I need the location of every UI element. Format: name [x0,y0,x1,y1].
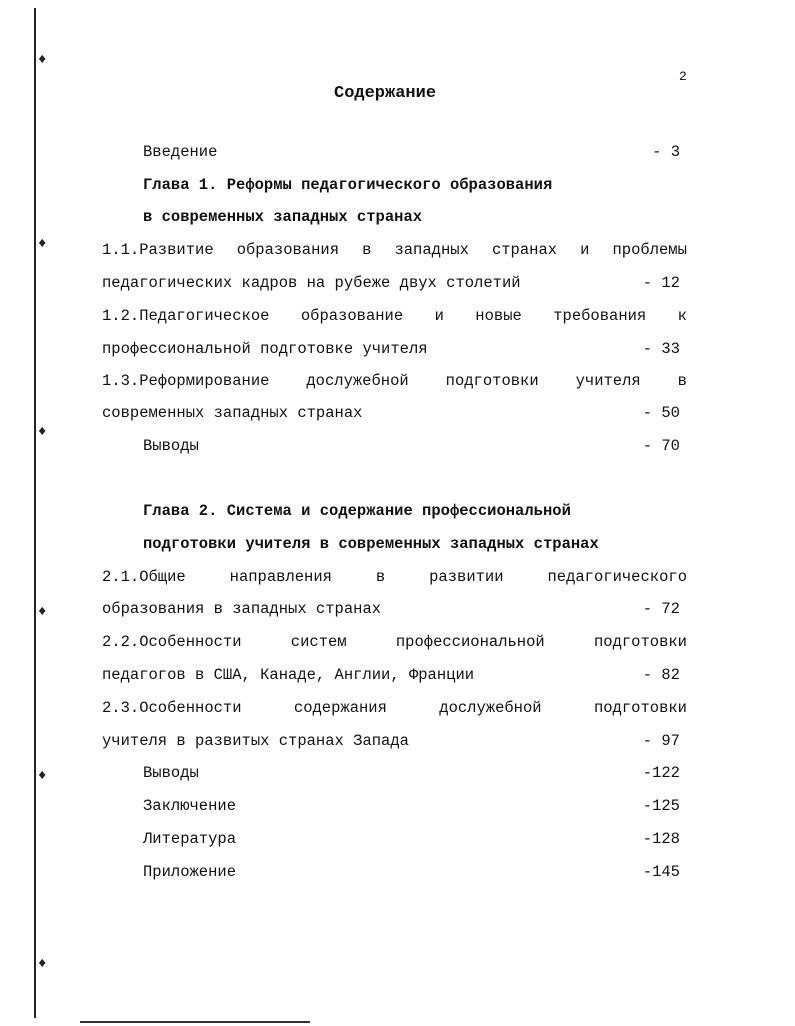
word: 1.2.Педагогическое [102,307,270,325]
toc-section-2-3-line2: учителя в развитых странах Запада [102,732,409,750]
word: направления [229,568,332,586]
toc-section-2-1-page: - 72 [642,600,680,618]
word: образования [236,241,340,259]
word: и [434,307,444,325]
word: странах [491,241,558,259]
toc-section-1-3-line1 [102,370,687,392]
toc-section-2-3-page: - 97 [642,732,680,750]
toc-section-2-2-page: - 82 [642,666,680,684]
toc-section-2-1-line2: образования в западных странах [102,600,382,618]
toc-section-1-3-page: - 50 [642,404,680,422]
binding-mark-icon: ♦ [38,768,47,784]
word: к [677,307,687,325]
word: содержания [293,699,387,717]
toc-intro-label: Введение [143,143,218,161]
word: подготовки [445,372,539,390]
chapter1-heading-line1: Глава 1. Реформы педагогического образования [143,176,553,194]
toc-appendix-label: Приложение [143,863,237,881]
toc-section-1-2-page: - 33 [642,340,680,358]
word: новые [475,307,522,325]
toc-chapter1-conclusions-page: - 70 [642,437,680,455]
toc-chapter2-conclusions-label: Выводы [143,764,199,782]
page-number: 2 [679,69,687,84]
toc-section-1-3-line2: современных западных странах [102,404,363,422]
bottom-scan-line [80,1021,310,1023]
word: и [580,241,590,259]
toc-appendix-page: -145 [642,863,680,881]
toc-section-2-2-line2: педагогов в США, Канаде, Англии, Франции [102,666,475,684]
binding-mark-icon: ♦ [38,956,47,972]
binding-mark-icon: ♦ [38,236,47,252]
page-title: Содержание [334,84,437,103]
toc-literature-page: -128 [642,830,680,848]
word: педагогического [547,568,687,586]
chapter2-heading-line2: подготовки учителя в современных западных странах [143,535,599,553]
toc-section-1-1-line1 [102,239,687,261]
toc-conclusion-page: -125 [642,797,680,815]
word: в [677,372,687,390]
word: профессиональной [395,633,545,651]
toc-section-2-2-line1 [102,631,687,653]
word: 1.1.Развитие [102,241,214,259]
word: 1.3.Реформирование [102,372,270,390]
toc-section-1-1-page: - 12 [642,274,680,292]
word: 2.3.Особенности [102,699,242,717]
binding-mark-icon: ♦ [38,604,47,620]
toc-section-2-3-line1 [102,697,687,719]
word: учителя [575,372,641,390]
binding-mark-icon: ♦ [38,424,47,440]
word: систем [290,633,347,651]
word: 2.2.Особенности [102,633,242,651]
word: в [375,568,386,586]
toc-section-1-1-line2: педагогических кадров на рубеже двух столетий [102,274,521,292]
word: проблемы [612,241,687,259]
toc-chapter2-conclusions-page: -122 [642,764,680,782]
toc-intro-page: - 3 [652,143,680,161]
chapter2-heading-line1: Глава 2. Система и содержание профессиональной [143,502,571,520]
word: подготовки [593,699,687,717]
word: в [362,241,372,259]
word: 2.1.Общие [102,568,186,586]
toc-section-1-2-line2: профессиональной подготовке учителя [102,340,428,358]
toc-chapter1-conclusions-label: Выводы [143,437,199,455]
word: дослужебной [439,699,542,717]
chapter1-heading-line2: в современных западных странах [143,208,423,226]
toc-section-1-2-line1 [102,305,687,327]
toc-literature-label: Литература [143,830,237,848]
toc-section-2-1-line1 [102,566,687,588]
word: требования [553,307,647,325]
word: дослужебной [306,372,409,390]
word: западных [394,241,469,259]
toc-conclusion-label: Заключение [143,797,237,815]
margin-line [34,8,36,1018]
word: подготовки [593,633,687,651]
word: развитии [429,568,504,586]
word: образование [300,307,404,325]
binding-mark-icon: ♦ [38,52,47,68]
